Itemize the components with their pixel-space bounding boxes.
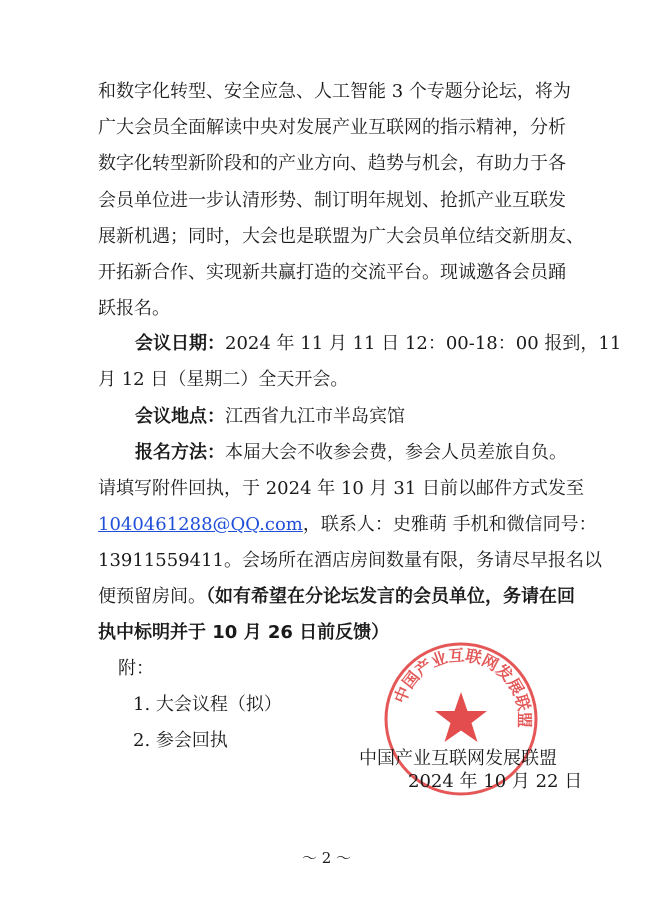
contact-text: ，联系人：史雅萌 手机和微信同号： (302, 514, 597, 535)
registration-text-5: 便预留房间。 (98, 586, 206, 607)
speaker-note-1: （如有希望在分论坛发言的会员单位，务请在回 (206, 586, 575, 607)
body-line-2: 广大会员全面解读中央对发展产业互联网的指示精神，分析 (98, 117, 566, 138)
body-line-4: 会员单位进一步认清形势、制订明年规划、抢抓产业互联发 (98, 190, 566, 211)
meeting-place-label: 会议地点： (135, 406, 225, 427)
registration-label: 报名方法： (135, 442, 225, 463)
body-line-7: 跃报名。 (98, 298, 170, 319)
meeting-place-line (135, 405, 558, 429)
registration-line-4: 13911559411。会场所在酒店房间数量有限，务请尽早报名以 (98, 550, 602, 571)
signature-org: 中国产业互联网发展联盟 (359, 748, 557, 769)
attachments-heading: 附： (118, 658, 154, 679)
registration-line-5 (98, 585, 575, 609)
registration-text-1: 本届大会不收参会费，参会人员差旅自负。 (225, 442, 567, 463)
speaker-note-2: 执中标明并于 10 月 26 日前反馈） (98, 622, 390, 643)
registration-line-2: 请填写附件回执，于 2024 年 10 月 31 日前以邮件方式发至 (98, 478, 584, 499)
seal-text: 中国产业互联网发展联盟 (390, 645, 535, 728)
email-link[interactable]: 1040461288@QQ.com (98, 514, 303, 535)
body-line-5: 展新机遇；同时，大会也是联盟为广大会员单位结交新朋友、 (98, 226, 584, 247)
meeting-date-line-1 (135, 332, 622, 356)
registration-line-1 (135, 441, 567, 465)
body-line-1: 和数字化转型、安全应急、人工智能 3 个专题分论坛，将为 (98, 81, 571, 102)
meeting-place-value: 江西省九江市半岛宾馆 (225, 406, 405, 427)
page-number: ～ 2 ～ (301, 849, 352, 867)
attachment-item-2: 2. 参会回执 (133, 730, 228, 751)
attachment-item-1: 1. 大会议程（拟） (133, 694, 282, 715)
meeting-date-line-2: 月 12 日（星期二）全天开会。 (98, 369, 349, 390)
body-line-3: 数字化转型新阶段和的产业方向、趋势与机会，有助力于各 (98, 153, 566, 174)
body-line-6: 开拓新合作、实现新共赢打造的交流平台。现诚邀各会员踊 (98, 262, 566, 283)
seal-star-icon (435, 692, 487, 742)
meeting-date-label: 会议日期： (135, 333, 225, 354)
registration-line-3 (98, 513, 597, 537)
meeting-date-value: 2024 年 11 月 11 日 12：00-18：00 报到，11 (225, 333, 622, 354)
signature-date: 2024 年 10 月 22 日 (408, 771, 583, 792)
